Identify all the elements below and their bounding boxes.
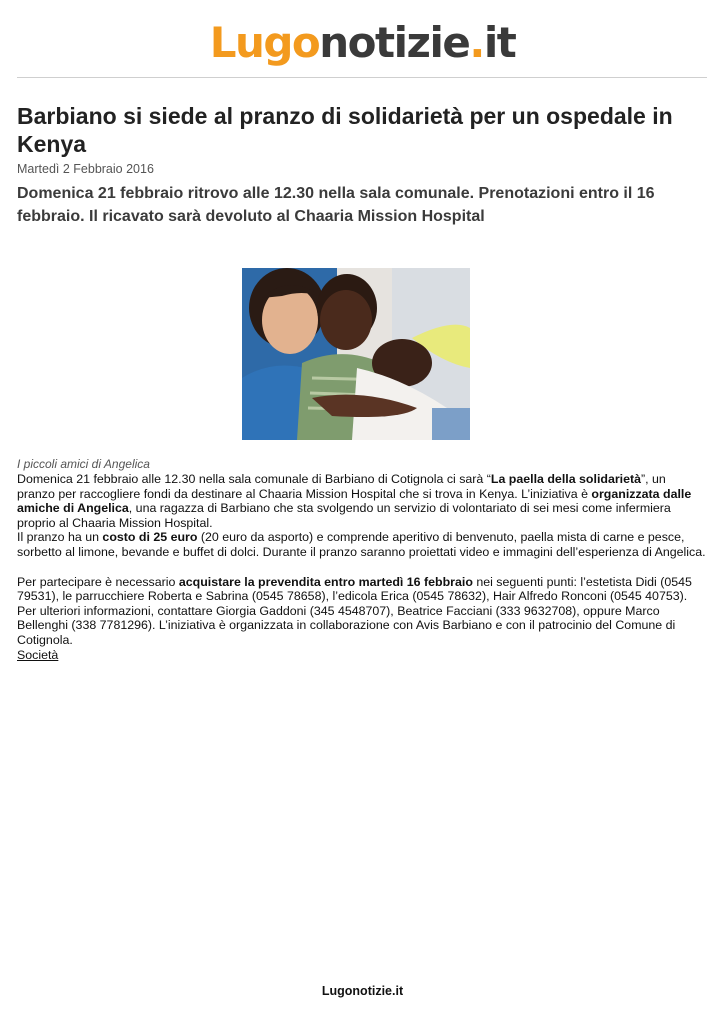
paragraph-1-bold-1: La paella della solidarietà <box>490 472 642 486</box>
footer-site-name: Lugonotizie.it <box>321 984 404 998</box>
logo-dot: . <box>469 18 484 67</box>
site-logo[interactable] <box>0 18 725 68</box>
article-title: Barbiano si siede al pranzo di solidarietà per un ospedale in Kenya <box>17 103 673 157</box>
paragraph-1 <box>17 472 707 530</box>
paragraph-1-text-3: , una ragazza di Barbiano che sta svolgendo un servizio di volontariato di sei mesi come infermiera proprio al Chaaria Mission Hospital. <box>17 501 671 530</box>
paragraph-2-text-2: (20 euro da asporto) e comprende aperitivo di benvenuto, paella mista di carne e pesce, sorbetto al limone, bevande e buffet di dolci. Durante il pranzo saranno proiettati video e immagini dell’esperienza di Angelica. <box>17 530 706 559</box>
paragraph-2-text-1: Il pranzo ha un <box>17 530 103 545</box>
article-body <box>17 472 707 662</box>
article-date: Martedì 2 Febbraio 2016 <box>17 162 154 176</box>
paragraph-1-text-1: Domenica 21 febbraio alle 12.30 nella sala comunale di Barbiano di Cotignola ci sarà “ <box>17 472 491 486</box>
photo-illustration <box>242 268 470 440</box>
logo-part-lugo: Lugo <box>209 18 320 67</box>
header-divider <box>17 77 707 78</box>
paragraph-3 <box>17 575 707 648</box>
paragraph-3-bold-1: acquistare la prevendita entro martedì 16 febbraio <box>178 574 473 589</box>
category-link[interactable]: Società <box>17 647 59 662</box>
paragraph-spacer <box>17 560 707 575</box>
paragraph-2 <box>17 530 707 559</box>
paragraph-1-text-2: ”, un pranzo per raccogliere fondi da destinare al Chaaria Mission Hospital che si trova in Kenya. L’iniziativa è <box>17 472 666 501</box>
paragraph-3-text-2: nei seguenti punti: l’estetista Didi (0545 79531), le parrucchiere Roberta e Sabrina (0545 78658), l’edicola Erica (0545 78632), Hair Alfredo Ronconi (0545 40753). Per ulteriori informazioni, contattare Giorgia Gaddoni (345 4548707), Beatrice Facciani (333 9632708), oppure Marco Bellenghi (338 7781296). L’iniziativa è organizzata in collaborazione con Avis Barbiano e con il patrocinio del Comune di Cotignola. <box>17 574 692 647</box>
paragraph-2-bold-1: costo di 25 euro <box>102 530 198 545</box>
article-lead: Domenica 21 febbraio ritrovo alle 12.30 nella sala comunale. Prenotazioni entro il 16 febbraio. Il ricavato sarà devoluto al Chaaria Mission Hospital <box>17 185 655 225</box>
paragraph-3-text-1: Per partecipare è necessario <box>17 574 179 589</box>
article-photo <box>242 268 470 440</box>
image-caption: I piccoli amici di Angelica <box>17 457 150 471</box>
header <box>0 0 725 78</box>
logo-part-it: it <box>483 18 516 67</box>
logo-part-notizie: notizie <box>319 18 470 67</box>
paragraph-1-bold-2: organizzata dalle amiche di Angelica <box>17 486 692 516</box>
